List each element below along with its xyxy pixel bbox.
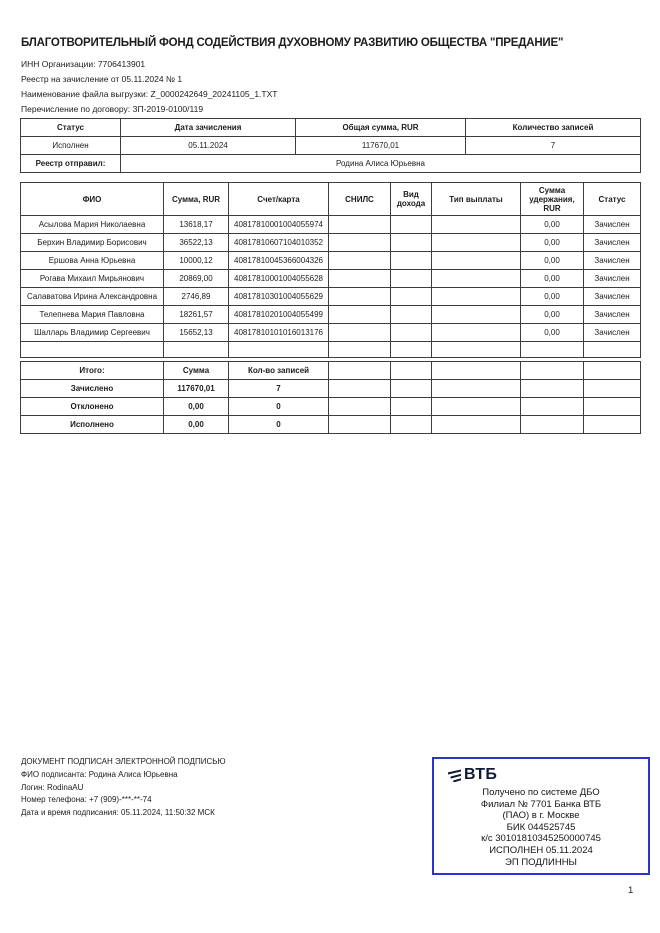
cell-fio: Шалларь Владимир Сергеевич [21, 324, 164, 342]
totals-table [20, 361, 641, 434]
cell-account: 40817810301004055629 [229, 288, 329, 306]
totals-amount-header: Сумма [164, 362, 229, 380]
cell-account: 40817810045366004326 [229, 252, 329, 270]
cell-status: Зачислен [584, 288, 641, 306]
cell-snils [329, 252, 391, 270]
cell-payment-type [432, 252, 521, 270]
cell-deduction: 0,00 [521, 306, 584, 324]
totals-label: Зачислено [21, 380, 164, 398]
sender-name: Родина Алиса Юрьевна [121, 155, 641, 173]
col-header-amount: Сумма, RUR [164, 183, 229, 216]
cell-fio: Салаватова Ирина Александровна [21, 288, 164, 306]
document-info-block [21, 57, 277, 117]
col-header-status: Статус [584, 183, 641, 216]
cell-amount: 15652,13 [164, 324, 229, 342]
cell-account: 40817810001004055974 [229, 216, 329, 234]
vtb-wing-icon [447, 769, 462, 782]
table-row [21, 234, 641, 252]
batch-total: 117670,01 [296, 137, 466, 155]
cell-amount: 13618,17 [164, 216, 229, 234]
table-row [21, 324, 641, 342]
batch-summary-table [20, 118, 641, 173]
totals-count: 7 [229, 380, 329, 398]
cell-account: 40817810001004055628 [229, 270, 329, 288]
contract-line: Перечисление по договору: ЗП-2019-0100/119 [21, 104, 204, 114]
cell-fio: Берхин Владимир Борисович [21, 234, 164, 252]
totals-label-header: Итого: [21, 362, 164, 380]
table-row [21, 216, 641, 234]
cell-payment-type [432, 270, 521, 288]
col-header-income-type: Вид дохода [391, 183, 432, 216]
cell-income-type [391, 306, 432, 324]
cell-status: Зачислен [584, 270, 641, 288]
totals-count: 0 [229, 398, 329, 416]
table-row [21, 306, 641, 324]
cell-income-type [391, 234, 432, 252]
cell-amount: 36522,13 [164, 234, 229, 252]
cell-status: Зачислен [584, 216, 641, 234]
col-header-snils: СНИЛС [329, 183, 391, 216]
cell-snils [329, 216, 391, 234]
cell-status: Зачислен [584, 234, 641, 252]
table-row [21, 252, 641, 270]
stamp-text [434, 787, 648, 868]
stamp-line: БИК 044525745 [506, 821, 576, 833]
signature-block [21, 756, 226, 820]
cell-amount: 18261,57 [164, 306, 229, 324]
signature-line: ФИО подписанта: Родина Алиса Юрьевна [21, 769, 178, 779]
batch-status: Исполнен [21, 137, 121, 155]
inn-line: ИНН Организации: 7706413901 [21, 59, 146, 69]
signature-line: Номер телефона: +7 (909)-***-**-74 [21, 795, 152, 805]
page-number: 1 [628, 885, 634, 896]
cell-payment-type [432, 234, 521, 252]
totals-count-header: Кол-во записей [229, 362, 329, 380]
cell-deduction: 0,00 [521, 234, 584, 252]
cell-amount: 2746,89 [164, 288, 229, 306]
totals-row-credited [21, 380, 641, 398]
sender-label: Реестр отправил: [21, 155, 121, 173]
table-row [21, 288, 641, 306]
totals-amount: 0,00 [164, 398, 229, 416]
col-header-account: Счет/карта [229, 183, 329, 216]
batch-header-status: Статус [21, 119, 121, 137]
batch-header-date: Дата зачисления [121, 119, 296, 137]
cell-payment-type [432, 288, 521, 306]
stamp-line: ИСПОЛНЕН 05.11.2024 [489, 844, 593, 856]
vtb-logo [447, 766, 648, 784]
cell-deduction: 0,00 [521, 252, 584, 270]
batch-header-row [21, 119, 641, 137]
cell-account: 40817810101016013176 [229, 324, 329, 342]
signature-line: Логин: RodinaAU [21, 782, 84, 792]
col-header-payment-type: Тип выплаты [432, 183, 521, 216]
cell-deduction: 0,00 [521, 324, 584, 342]
totals-count: 0 [229, 416, 329, 434]
cell-fio: Телепнева Мария Павловна [21, 306, 164, 324]
cell-fio: Рогава Михаил Мирьянович [21, 270, 164, 288]
batch-date: 05.11.2024 [121, 137, 296, 155]
table-row [21, 270, 641, 288]
cell-fio: Асылова Мария Николаевна [21, 216, 164, 234]
cell-account: 40817810607104010352 [229, 234, 329, 252]
registry-table [20, 182, 641, 358]
cell-account: 40817810201004055499 [229, 306, 329, 324]
export-file-line: Наименование файла выгрузки: Z_0000242649_20241105_1.TXT [21, 89, 278, 99]
empty-row [21, 342, 641, 358]
cell-amount: 20869,00 [164, 270, 229, 288]
cell-deduction: 0,00 [521, 216, 584, 234]
batch-header-total: Общая сумма, RUR [296, 119, 466, 137]
cell-income-type [391, 216, 432, 234]
cell-fio: Ершова Анна Юрьевна [21, 252, 164, 270]
cell-snils [329, 234, 391, 252]
cell-status: Зачислен [584, 252, 641, 270]
batch-values-row [21, 137, 641, 155]
cell-status: Зачислен [584, 306, 641, 324]
signature-line: Дата и время подписания: 05.11.2024, 11:50:32 МСК [21, 808, 215, 818]
cell-income-type [391, 288, 432, 306]
registry-line: Реестр на зачисление от 05.11.2024 № 1 [21, 74, 183, 84]
stamp-line: (ПАО) в г. Москве [502, 810, 580, 822]
cell-income-type [391, 252, 432, 270]
stamp-line: Филиал № 7701 Банка ВТБ [480, 798, 602, 810]
signature-line: ДОКУМЕНТ ПОДПИСАН ЭЛЕКТРОННОЙ ПОДПИСЬЮ [21, 757, 226, 766]
stamp-line: Получено по системе ДБО [482, 787, 600, 798]
cell-snils [329, 324, 391, 342]
batch-sender-row [21, 155, 641, 173]
totals-row-rejected [21, 398, 641, 416]
cell-snils [329, 306, 391, 324]
vtb-logo-text: ВТБ [464, 766, 498, 783]
cell-income-type [391, 324, 432, 342]
stamp-line: к/с 30101810345250000745 [481, 833, 601, 845]
cell-deduction: 0,00 [521, 270, 584, 288]
cell-payment-type [432, 216, 521, 234]
bank-stamp [432, 757, 650, 875]
totals-label: Отклонено [21, 398, 164, 416]
totals-header-row [21, 362, 641, 380]
col-header-deduction: Сумма удержания, RUR [521, 183, 584, 216]
totals-label: Исполнено [21, 416, 164, 434]
cell-snils [329, 288, 391, 306]
batch-header-count: Количество записей [466, 119, 641, 137]
totals-amount: 117670,01 [164, 380, 229, 398]
totals-row-executed [21, 416, 641, 434]
cell-payment-type [432, 306, 521, 324]
cell-deduction: 0,00 [521, 288, 584, 306]
stamp-line: ЭП ПОДЛИННЫ [505, 856, 577, 868]
col-header-fio: ФИО [21, 183, 164, 216]
registry-header-row [21, 183, 641, 216]
cell-amount: 10000,12 [164, 252, 229, 270]
document-title: БЛАГОТВОРИТЕЛЬНЫЙ ФОНД СОДЕЙСТВИЯ ДУХОВНОМУ РАЗВИТИЮ ОБЩЕСТВА "ПРЕДАНИЕ" [21, 37, 564, 49]
cell-income-type [391, 270, 432, 288]
cell-snils [329, 270, 391, 288]
cell-payment-type [432, 324, 521, 342]
batch-count: 7 [466, 137, 641, 155]
cell-status: Зачислен [584, 324, 641, 342]
totals-amount: 0,00 [164, 416, 229, 434]
